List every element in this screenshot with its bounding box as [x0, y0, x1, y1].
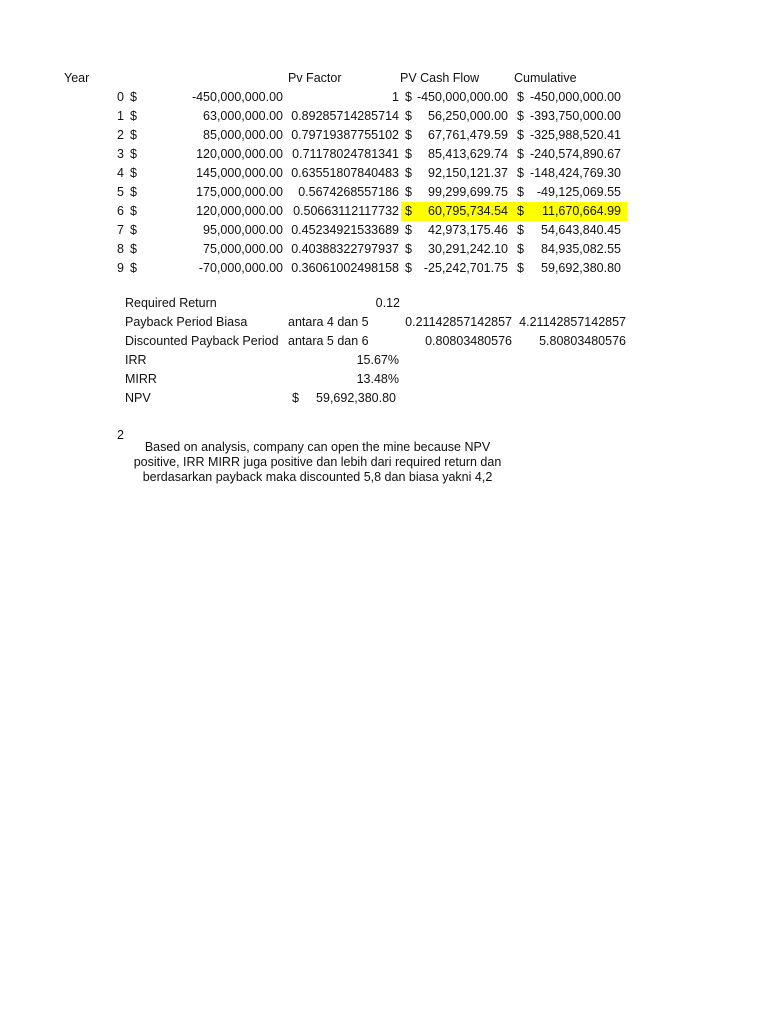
cumulative-cell: -148,424,769.30 — [529, 166, 621, 180]
currency-symbol: $ — [130, 185, 137, 199]
currency-symbol: $ — [517, 242, 524, 256]
header-pv-cash-flow: PV Cash Flow — [400, 71, 480, 85]
header-cumulative: Cumulative — [514, 71, 577, 85]
npv-value: 59,692,380.80 — [316, 391, 396, 405]
currency-symbol: $ — [130, 223, 137, 237]
conclusion-line: positive, IRR MIRR juga positive dan lebih dari required return dan — [133, 455, 502, 469]
cash-flow-cell: -450,000,000.00 — [191, 90, 283, 104]
npv-label: NPV — [125, 391, 151, 405]
pv-factor-cell: 0.36061002498158 — [291, 261, 399, 275]
currency-symbol: $ — [130, 128, 137, 142]
currency-symbol: $ — [517, 185, 524, 199]
irr-label: IRR — [125, 353, 147, 367]
conclusion-line: Based on analysis, company can open the mine because NPV — [144, 440, 491, 454]
cash-flow-cell: 175,000,000.00 — [196, 185, 283, 199]
pv-cash-flow-cell: 42,973,175.46 — [428, 223, 508, 237]
year-cell: 7 — [117, 223, 124, 237]
cumulative-cell: 54,643,840.45 — [541, 223, 621, 237]
pv-cash-flow-cell: 99,299,699.75 — [428, 185, 508, 199]
pv-factor-cell: 1 — [392, 90, 399, 104]
cumulative-cell: -325,988,520.41 — [529, 128, 621, 142]
mirr-value: 13.48% — [356, 372, 399, 386]
year-cell: 6 — [117, 204, 124, 218]
required-return-label: Required Return — [125, 296, 217, 310]
cumulative-cell: -393,750,000.00 — [529, 109, 621, 123]
payback-total: 4.21142857142857 — [519, 315, 626, 329]
currency-symbol: $ — [130, 166, 137, 180]
currency-symbol: $ — [517, 223, 524, 237]
year-cell: 4 — [117, 166, 124, 180]
currency-symbol: $ — [405, 128, 412, 142]
currency-symbol: $ — [405, 204, 412, 218]
discounted-payback-range: antara 5 dan 6 — [288, 334, 369, 348]
currency-symbol: $ — [405, 242, 412, 256]
cash-flow-cell: 85,000,000.00 — [203, 128, 283, 142]
pv-cash-flow-cell: -450,000,000.00 — [416, 90, 508, 104]
cumulative-cell: 11,670,664.99 — [541, 204, 621, 218]
year-cell: 1 — [117, 109, 124, 123]
npv-currency: $ — [292, 391, 299, 405]
currency-symbol: $ — [517, 109, 524, 123]
header-year: Year — [64, 71, 90, 85]
cash-flow-cell: 120,000,000.00 — [196, 147, 283, 161]
pv-factor-cell: 0.50663112117732 — [293, 204, 399, 218]
pv-factor-cell: 0.79719387755102 — [291, 128, 399, 142]
cumulative-cell: -240,574,890.67 — [529, 147, 621, 161]
pv-factor-cell: 0.40388322797937 — [291, 242, 399, 256]
year-cell: 8 — [117, 242, 124, 256]
currency-symbol: $ — [405, 147, 412, 161]
pv-factor-cell: 0.89285714285714 — [291, 109, 399, 123]
payback-label: Payback Period Biasa — [125, 315, 248, 329]
pv-factor-cell: 0.71178024781341 — [292, 147, 399, 161]
currency-symbol: $ — [130, 242, 137, 256]
pv-factor-cell: 0.45234921533689 — [291, 223, 399, 237]
header-pv-factor: Pv Factor — [288, 71, 342, 85]
currency-symbol: $ — [130, 109, 137, 123]
currency-symbol: $ — [517, 128, 524, 142]
year-cell: 5 — [117, 185, 124, 199]
currency-symbol: $ — [405, 90, 412, 104]
payback-range: antara 4 dan 5 — [288, 315, 369, 329]
currency-symbol: $ — [405, 166, 412, 180]
discounted-payback-fraction: 0.80803480576 — [425, 334, 512, 348]
currency-symbol: $ — [517, 147, 524, 161]
pv-factor-cell: 0.63551807840483 — [291, 166, 399, 180]
pv-cash-flow-cell: 56,250,000.00 — [428, 109, 508, 123]
cumulative-cell: 59,692,380.80 — [541, 261, 621, 275]
cash-flow-cell: 145,000,000.00 — [196, 166, 283, 180]
year-cell: 3 — [117, 147, 124, 161]
mirr-label: MIRR — [125, 372, 157, 386]
cash-flow-cell: 63,000,000.00 — [203, 109, 283, 123]
currency-symbol: $ — [517, 261, 524, 275]
cash-flow-cell: -70,000,000.00 — [198, 261, 283, 275]
pv-cash-flow-cell: 85,413,629.74 — [428, 147, 508, 161]
irr-value: 15.67% — [356, 353, 399, 367]
currency-symbol: $ — [405, 109, 412, 123]
pv-cash-flow-cell: 67,761,479.59 — [428, 128, 508, 142]
year-cell: 0 — [117, 90, 124, 104]
currency-symbol: $ — [130, 90, 137, 104]
discounted-payback-total: 5.80803480576 — [539, 334, 626, 348]
currency-symbol: $ — [130, 147, 137, 161]
pv-cash-flow-cell: 60,795,734.54 — [428, 204, 508, 218]
cash-flow-cell: 120,000,000.00 — [196, 204, 283, 218]
cumulative-cell: -49,125,069.55 — [536, 185, 621, 199]
currency-symbol: $ — [517, 166, 524, 180]
discounted-payback-label: Discounted Payback Period — [125, 334, 279, 348]
pv-cash-flow-cell: 30,291,242.10 — [428, 242, 508, 256]
pv-factor-cell: 0.5674268557186 — [298, 185, 399, 199]
currency-symbol: $ — [130, 204, 137, 218]
currency-symbol: $ — [517, 204, 524, 218]
cash-flow-cell: 95,000,000.00 — [203, 223, 283, 237]
pv-cash-flow-cell: -25,242,701.75 — [423, 261, 508, 275]
currency-symbol: $ — [405, 223, 412, 237]
cash-flow-cell: 75,000,000.00 — [203, 242, 283, 256]
currency-symbol: $ — [405, 261, 412, 275]
cumulative-cell: -450,000,000.00 — [529, 90, 621, 104]
pv-cash-flow-cell: 92,150,121.37 — [428, 166, 508, 180]
cumulative-cell: 84,935,082.55 — [541, 242, 621, 256]
currency-symbol: $ — [405, 185, 412, 199]
question-number: 2 — [117, 428, 124, 442]
year-cell: 2 — [117, 128, 124, 142]
currency-symbol: $ — [517, 90, 524, 104]
conclusion-line: berdasarkan payback maka discounted 5,8 dan biasa yakni 4,2 — [142, 470, 493, 484]
year-cell: 9 — [117, 261, 124, 275]
payback-fraction: 0.21142857142857 — [405, 315, 512, 329]
required-return-value: 0.12 — [375, 296, 400, 310]
currency-symbol: $ — [130, 261, 137, 275]
